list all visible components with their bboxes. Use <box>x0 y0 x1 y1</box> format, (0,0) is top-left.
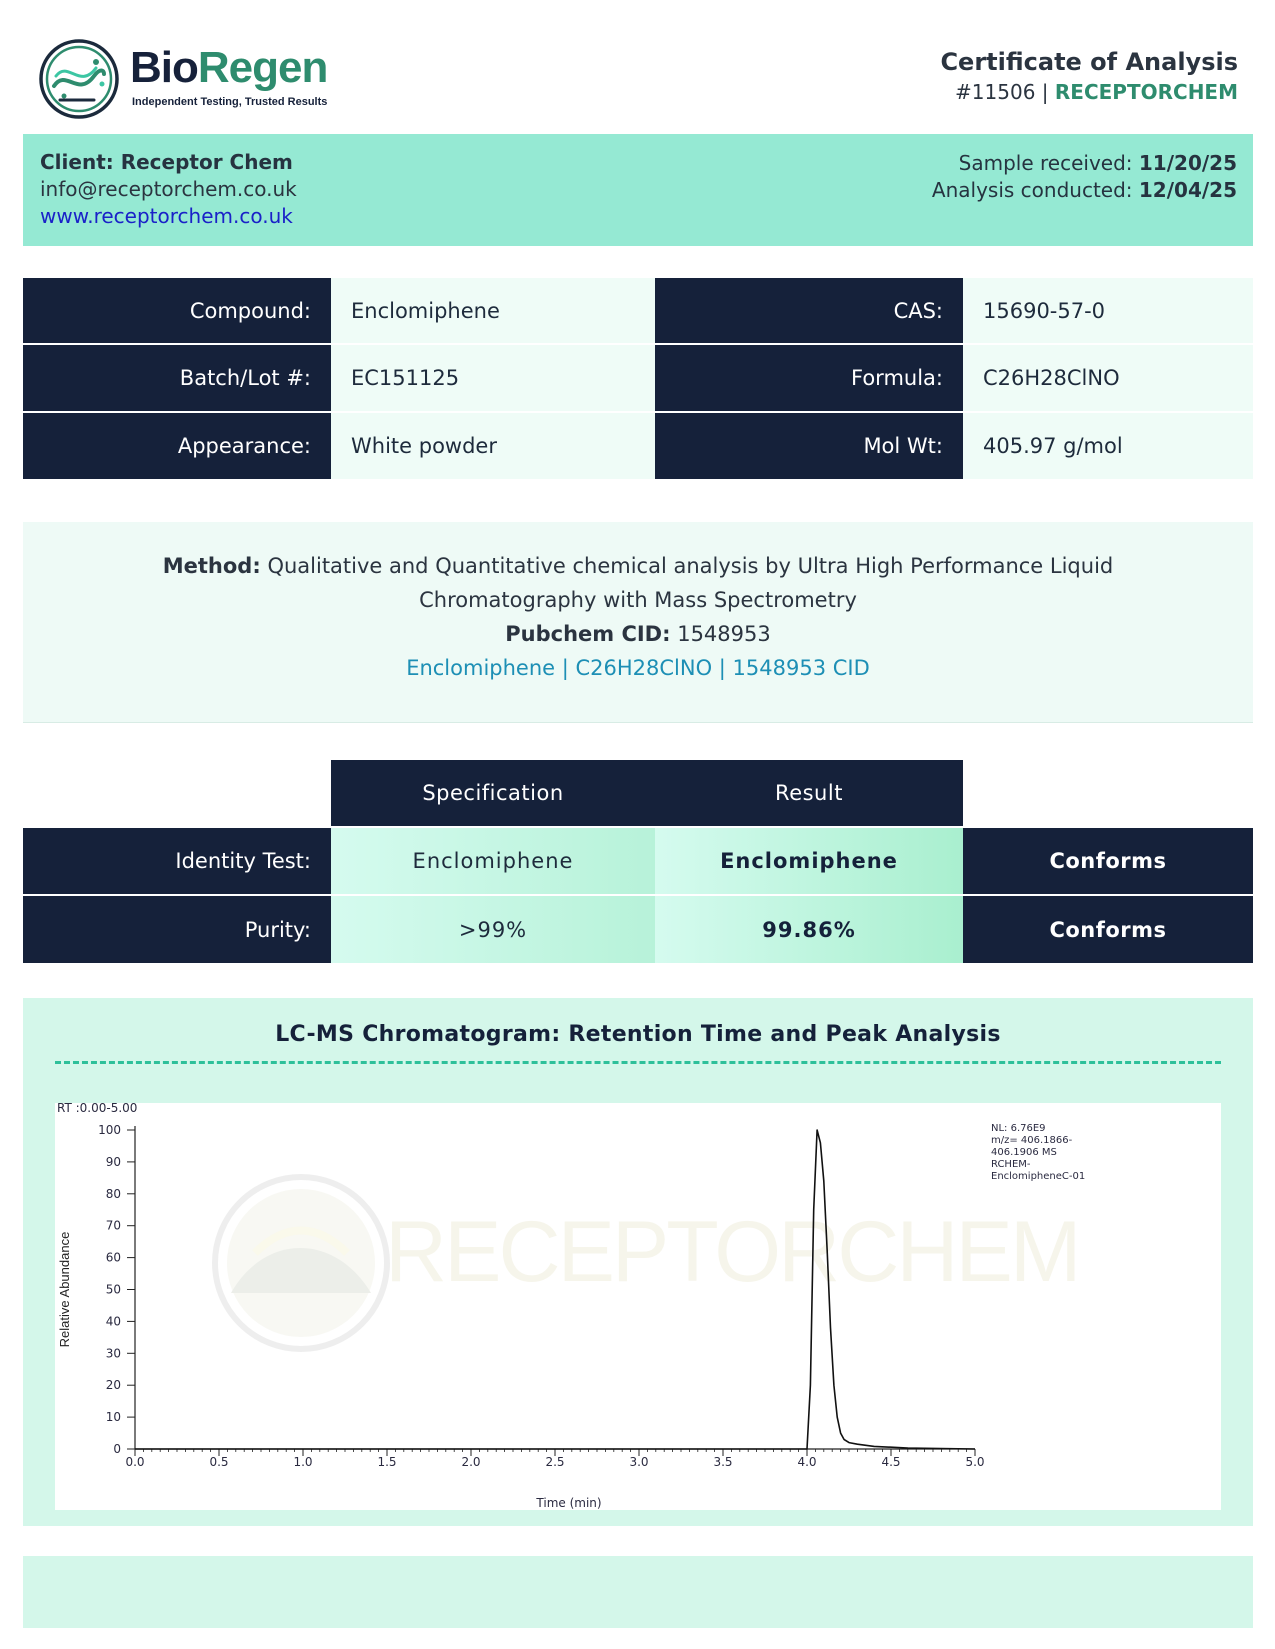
y-tick-label: 70 <box>105 1218 121 1233</box>
identity-test-label: Identity Test: <box>23 828 331 894</box>
identity-result-value: Enclomiphene <box>655 828 963 894</box>
annotation-line: NL: 6.76E9 <box>991 1123 1046 1134</box>
pubchem-link[interactable]: Enclomiphene | C26H28ClNO | 1548953 CID <box>406 656 870 680</box>
watermark <box>215 1177 1079 1349</box>
certificate-title: Certificate of Analysis <box>940 48 1238 76</box>
x-tick-label: 0.5 <box>209 1455 229 1469</box>
purity-status: Conforms <box>963 896 1253 963</box>
y-tick-label: 10 <box>105 1410 121 1425</box>
formula-value: C26H28ClNO <box>963 345 1253 411</box>
sample-date: 11/20/25 <box>1138 151 1237 175</box>
y-axis-label: Relative Abundance <box>57 1231 72 1348</box>
client-name: Client: Receptor Chem <box>40 150 293 174</box>
x-tick-label: 3.0 <box>629 1455 649 1469</box>
y-tick-label: 60 <box>105 1250 121 1265</box>
analysis-date: 12/04/25 <box>1138 178 1237 202</box>
chromatogram-chart <box>55 1103 1221 1510</box>
purity-label: Purity: <box>23 896 331 963</box>
molwt-label: Mol Wt: <box>655 413 963 479</box>
appearance-value: White powder <box>331 413 655 479</box>
method-box <box>23 522 1253 723</box>
y-tick-label: 100 <box>98 1123 121 1137</box>
y-tick-label: 50 <box>105 1282 121 1297</box>
x-tick-label: 0.0 <box>125 1455 145 1469</box>
annotation-line: m/z= 406.1866- <box>991 1135 1073 1146</box>
x-tick-label: 1.0 <box>293 1455 313 1469</box>
sample-label: Sample received: <box>958 151 1133 175</box>
y-tick-label: 90 <box>105 1154 121 1169</box>
purity-result-value: 99.86% <box>655 896 963 963</box>
annotation-line: RCHEM- <box>991 1159 1031 1170</box>
annotation-line: 406.1906 MS <box>991 1147 1057 1158</box>
y-tick-label: 30 <box>105 1346 121 1361</box>
x-tick-label: 4.5 <box>881 1455 901 1469</box>
batch-label: Batch/Lot #: <box>23 345 331 411</box>
biorezen-logo-icon <box>38 38 120 120</box>
x-tick-label: 5.0 <box>965 1455 985 1469</box>
annotation-line: EnclomipheneC-01 <box>991 1171 1086 1182</box>
chromatogram-section <box>23 998 1253 1526</box>
watermark-text: RECEPTORCHEM <box>385 1204 1079 1300</box>
cas-value: 15690-57-0 <box>963 278 1253 343</box>
footer-band <box>23 1556 1253 1628</box>
compound-label: Compound: <box>23 278 331 343</box>
chromatogram-svg <box>55 1103 1221 1510</box>
cas-label: CAS: <box>655 278 963 343</box>
purity-spec-value: >99% <box>331 896 655 963</box>
x-axis-label: Time (min) <box>536 1496 602 1510</box>
client-website-link[interactable]: www.receptorchem.co.uk <box>40 204 293 228</box>
brand-tagline: Independent Testing, Trusted Results <box>132 96 328 108</box>
y-tick-label: 80 <box>105 1186 121 1201</box>
x-tick-label: 2.0 <box>461 1455 481 1469</box>
batch-value: EC151125 <box>331 345 655 411</box>
client-band <box>23 134 1253 246</box>
separator: | <box>1041 80 1049 104</box>
certificate-number: #11506 <box>955 80 1036 104</box>
y-tick-label: 0 <box>113 1442 121 1456</box>
client-brand: RECEPTORCHEM <box>1054 80 1238 104</box>
appearance-label: Appearance: <box>23 413 331 479</box>
chromatogram-title: LC-MS Chromatogram: Retention Time and Peak Analysis <box>275 1022 1001 1047</box>
pubchem-line: Pubchem CID: 1548953 <box>505 622 771 646</box>
title-divider <box>55 1061 1221 1064</box>
analysis-label: Analysis conducted: <box>931 178 1133 202</box>
logo <box>38 38 368 120</box>
identity-status: Conforms <box>963 828 1253 894</box>
y-tick-label: 40 <box>105 1314 121 1329</box>
x-tick-label: 1.5 <box>377 1455 397 1469</box>
dates-block <box>932 150 1237 204</box>
result-header: Result <box>655 760 963 826</box>
x-tick-label: 2.5 <box>545 1455 565 1469</box>
brand-name: BioRegen <box>130 43 328 92</box>
rt-range-label: RT :0.00-5.00 <box>57 1103 138 1115</box>
formula-label: Formula: <box>655 345 963 411</box>
method-line-2: Chromatography with Mass Spectrometry <box>419 588 857 612</box>
identity-spec-value: Enclomiphene <box>331 828 655 894</box>
x-tick-label: 4.0 <box>797 1455 817 1469</box>
method-line-1: Method: Qualitative and Quantitative chemical analysis by Ultra High Performance Liquid <box>162 554 1114 578</box>
compound-value: Enclomiphene <box>331 278 655 343</box>
certificate-number-line <box>955 80 1238 104</box>
x-tick-label: 3.5 <box>713 1455 733 1469</box>
molwt-value: 405.97 g/mol <box>963 413 1253 479</box>
annotation <box>991 1123 1085 1182</box>
client-email: info@receptorchem.co.uk <box>40 177 297 201</box>
specification-header: Specification <box>331 760 655 826</box>
y-tick-label: 20 <box>105 1378 121 1393</box>
